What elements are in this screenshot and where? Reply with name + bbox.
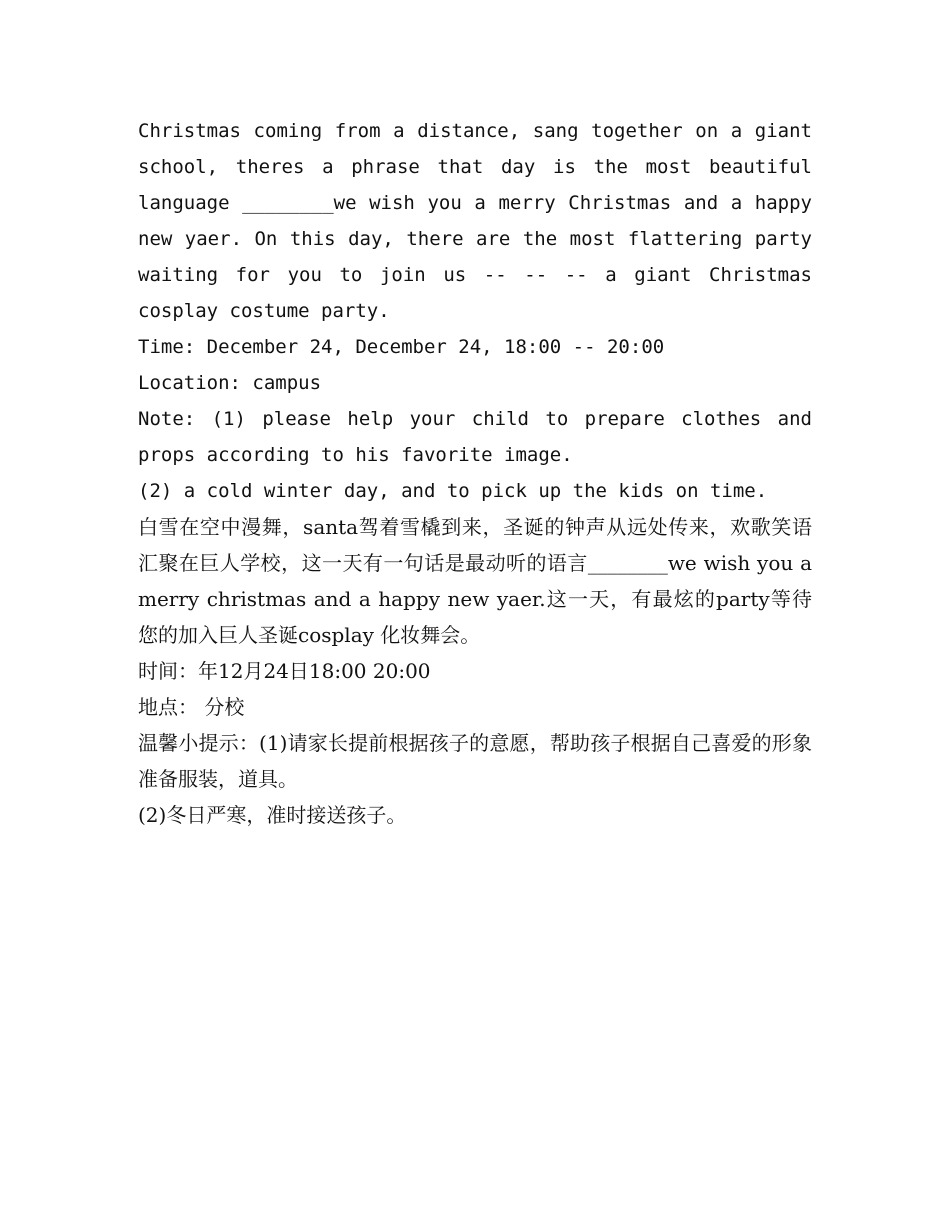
chinese-location-line: 地点： 分校 xyxy=(138,695,245,719)
english-note-2: (2) a cold winter day, and to pick up the kids on time. xyxy=(138,480,768,502)
chinese-time-line: 时间：年12月24日18:00 20:00 xyxy=(138,659,431,683)
chinese-note-2: (2)冬日严寒，准时接送孩子。 xyxy=(138,803,407,827)
english-intro-paragraph: Christmas coming from a distance, sang together on a giant school, theres a phrase that day is the most beautiful language ________we wish you a merry Christmas and a happy new yaer. On this day, there are the most flattering party waiting for you to join us -- -- -- a giant Christmas cosplay costume party. xyxy=(138,120,812,322)
document-body xyxy=(138,113,812,833)
chinese-note-1: 温馨小提示：(1)请家长提前根据孩子的意愿，帮助孩子根据自己喜爱的形象准备服装，道具。 xyxy=(138,731,812,791)
chinese-intro-paragraph: 白雪在空中漫舞，santa驾着雪橇到来，圣诞的钟声从远处传来，欢歌笑语汇聚在巨人学校，这一天有一句话是最动听的语言________we wish you a merry christmas and a happy new yaer.这一天，有最炫的party等待您的加入巨人圣诞cosplay 化妆舞会。 xyxy=(138,515,812,647)
english-location-line: Location: campus xyxy=(138,372,322,394)
english-time-line: Time: December 24, December 24, 18:00 -- 20:00 xyxy=(138,336,665,358)
english-note-1: Note: (1) please help your child to prepare clothes and props according to his favorite image. xyxy=(138,408,812,466)
